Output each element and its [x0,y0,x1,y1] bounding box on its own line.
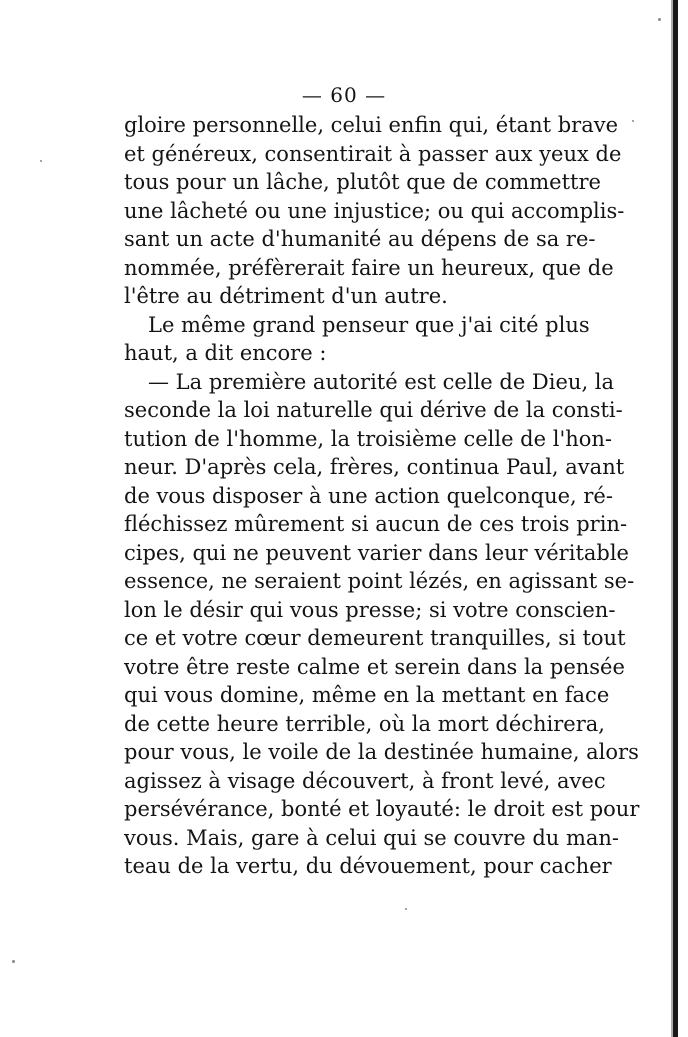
book-spine-edge [673,0,678,1037]
text-line: de cette heure terrible, où la mort déchirera, [124,711,605,736]
body-text [124,111,640,881]
text-line: pour vous, le voile de la destinée humaine, alors [124,740,639,764]
text-line: nommée, préfèrerait faire un heureux, que de [124,255,614,280]
text-line: lon le désir qui vous presse; si votre conscien- [124,597,616,622]
text-line: cipes, qui ne peuvent varier dans leur véritable [124,540,629,565]
text-line: et généreux, consentirait à passer aux yeux de [124,141,622,166]
text-line: gloire personnelle, celui enfin qui, étant brave [124,113,619,137]
text-line: de vous disposer à une action quelconque, ré- [124,483,613,508]
text-line: seconde la loi naturelle qui dérive de la consti- [124,398,623,422]
paper-speck [405,908,407,910]
text-line: sant un acte d'humanité au dépens de sa re- [124,227,596,251]
paragraph-start-line: — La première autorité est celle de Dieu, la [148,369,615,394]
text-line: teau de la vertu, du dévouement, pour cacher [124,854,612,878]
text-line: qui vous domine, même en la mettant en face [124,683,610,707]
paper-speck [658,18,661,21]
paper-speck [632,120,634,122]
paragraph-end-line: haut, a dit encore : [124,341,327,365]
text-line: essence, ne seraient point lézés, en agissant se- [124,569,635,593]
text-line: tous pour un lâche, plutôt que de commettre [124,170,601,194]
text-line: votre être reste calme et serein dans la pensée [124,654,625,679]
paper-speck [40,160,42,162]
page-number: — 60 — [301,83,387,107]
paper-speck [12,960,15,963]
text-line: une lâcheté ou une injustice; ou qui accomplis- [124,198,625,223]
text-line: ce et votre cœur demeurent tranquilles, si tout [124,626,626,650]
text-line: agissez à visage découvert, à front levé, avec [124,768,606,793]
text-line: fléchissez mûrement si aucun de ces trois prin- [124,512,628,536]
text-line: persévérance, bonté et loyauté: le droit est pour [124,797,640,821]
paragraph-end-line: l'être au détriment d'un autre. [124,284,448,308]
text-line: tution de l'homme, la troisième celle de l'hon- [124,426,613,451]
text-line: neur. D'après cela, frères, continua Paul, avant [124,455,625,479]
paragraph-start-line: Le même grand penseur que j'ai cité plus [148,312,590,337]
text-line: vous. Mais, gare à celui qui se couvre du man- [124,825,620,850]
